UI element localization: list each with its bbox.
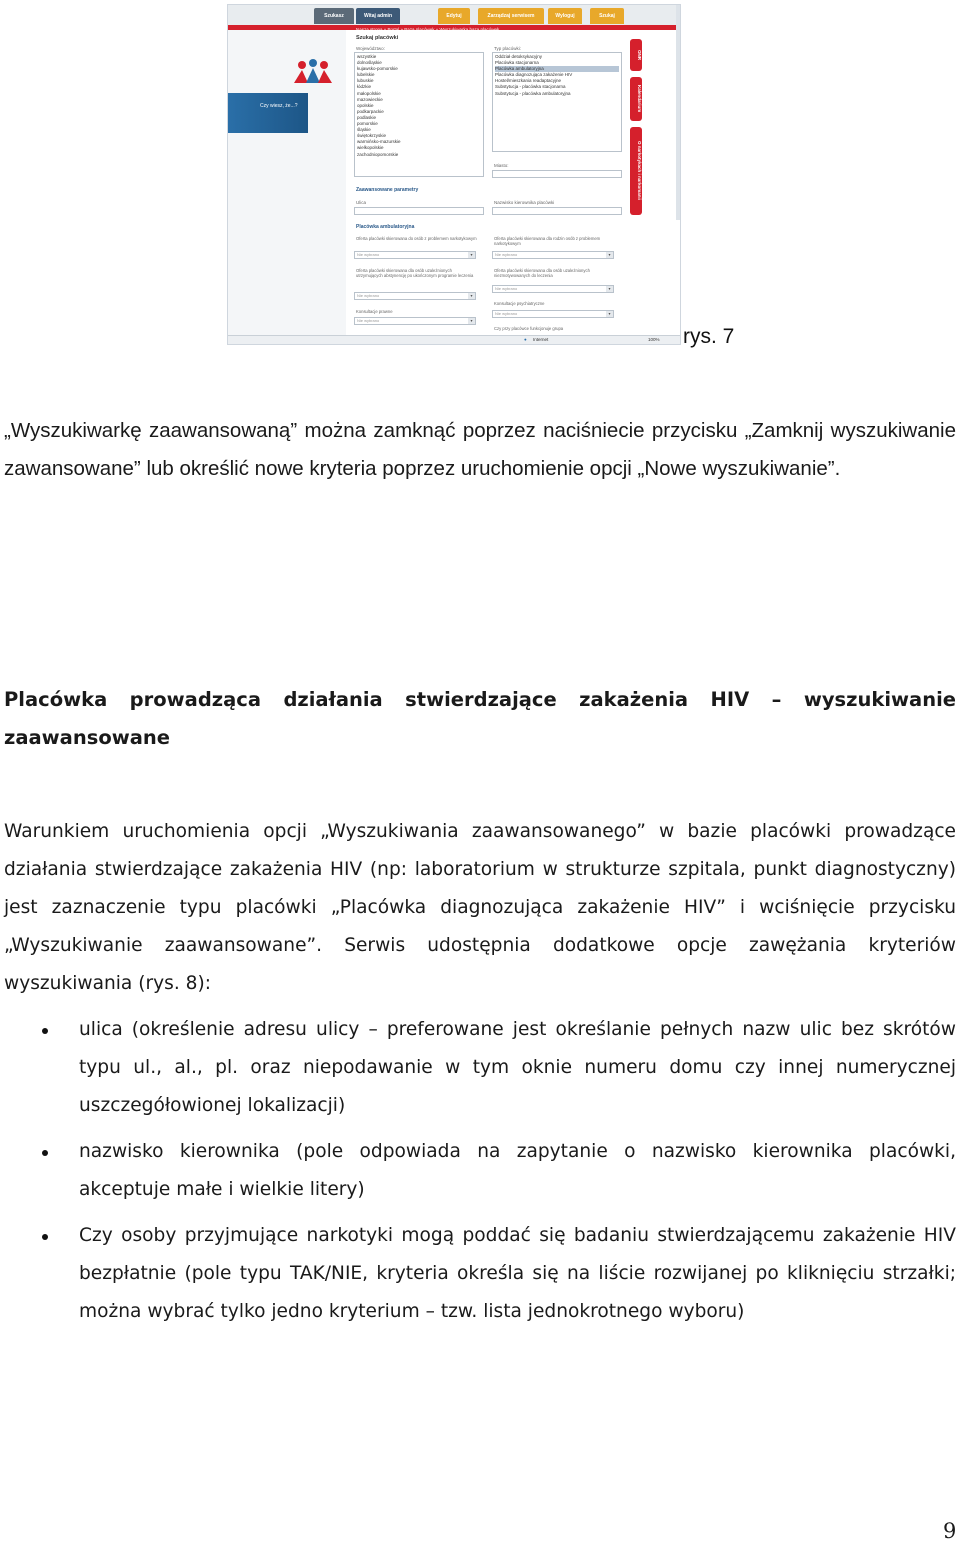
ambulatory-title: Placówka ambulatoryjna — [356, 224, 415, 230]
chevron-down-icon: ▾ — [606, 311, 613, 317]
globe-icon: ● — [524, 337, 527, 342]
manage-button[interactable]: Zarządzaj serwisem — [478, 8, 544, 24]
list-option[interactable]: wszystkie — [357, 54, 377, 59]
bullet-icon — [42, 1150, 48, 1156]
list-item — [0, 1011, 956, 1125]
list-option[interactable]: Hostel/mieszkania readaptacyjne — [495, 78, 562, 84]
field-label: Oferta placówki skierowana dla osób uzależnionych niezmotywowanych do leczenia — [494, 268, 590, 278]
field-select[interactable]: Nie wybrano ▾ — [354, 317, 476, 325]
list-option[interactable]: wielkopolskie — [357, 145, 384, 151]
city-label: Miasto: — [494, 163, 509, 168]
list-option[interactable]: lubuskie — [357, 78, 374, 84]
field-label: Oferta placówki skierowana dla rodzin osób z problemem narkotykowym — [494, 236, 601, 246]
page-number: 9 — [943, 1519, 957, 1543]
list-item-text: ulica (określenie adresu ulicy – preferowane jest określanie pełnych nazw ulic bez skrótów typu ul., al., pl. oraz niepodawanie w tym oknie numeru domu czy innej numerycznej uszczegółowionej lokalizacji) — [79, 1019, 956, 1116]
list-option[interactable]: lubelskie — [357, 72, 375, 78]
paragraph: Warunkiem uruchomienia opcji „Wyszukiwania zaawansowanego” w bazie placówki prowadzące działania stwierdzające zakażenia HIV (np: laboratorium w strukturze szpitala, punkt diagnostyczny) jest zaznaczenie typu placówki „Placówka diagnozująca zakażenie HIV” i wciśnięcie przycisku „Wyszukiwanie zaawansowane”. Serwis udostępnia dodatkowe opcje zawężania kryteriów wyszukiwania (rys. 8): — [4, 821, 956, 994]
figure-screenshot — [227, 4, 681, 345]
criteria-list — [0, 1011, 960, 1339]
paragraph: „Wyszukiwarkę zaawansowaną” można zamknąć poprzez naciśniecie przycisku „Zamknij wyszukiwanie zawansowane” lub określić nowe kryteria poprzez uruchomienie opcji „Nowe wyszukiwanie”. — [4, 419, 956, 480]
field-select[interactable]: Nie wybrano ▾ — [354, 251, 476, 259]
tab-onr[interactable]: ONR — [630, 39, 642, 71]
edit-button[interactable]: Edytuj — [438, 8, 470, 24]
list-option[interactable]: zachodniopomorskie — [357, 151, 399, 157]
list-option[interactable]: Substytucja - placówka ambulatoryjna — [495, 90, 571, 96]
list-option[interactable]: Placówka stacjonarna — [495, 60, 539, 66]
voivodeship-listbox[interactable] — [354, 52, 484, 177]
top-menu-bar — [228, 5, 680, 25]
list-option[interactable]: małopolskie — [357, 90, 381, 96]
info-box[interactable]: Czy wiesz, że...? — [228, 93, 308, 133]
list-option[interactable]: Substytucja - placówka stacjonarna — [495, 84, 566, 90]
list-item — [0, 1217, 956, 1331]
chevron-down-icon: ▾ — [606, 252, 613, 258]
tab-drugs[interactable]: O narkotykach i narkomanii — [630, 127, 642, 215]
bullet-icon — [42, 1234, 48, 1240]
manager-input[interactable] — [492, 207, 622, 215]
city-input[interactable] — [492, 170, 622, 178]
list-option[interactable]: Placówka ambulatoryjna — [495, 66, 619, 72]
list-option[interactable]: śląskie — [357, 127, 371, 133]
street-label: Ulica — [356, 200, 367, 205]
list-option[interactable]: opolskie — [357, 102, 374, 108]
status-text: Internet — [533, 337, 549, 342]
field-select[interactable]: Nie wybrano ▾ — [492, 251, 614, 259]
section-heading: Placówka prowadząca działania stwierdzające zakażenia HIV – wyszukiwanie zaawansowane — [4, 688, 956, 749]
zoom-level[interactable]: 100% — [648, 337, 660, 342]
page-title: Szukaj placówki — [356, 35, 399, 41]
chevron-down-icon: ▾ — [606, 286, 613, 292]
figure-caption: rys. 7 — [683, 325, 735, 348]
browser-status-bar — [228, 335, 680, 344]
chevron-down-icon: ▾ — [468, 252, 475, 258]
search-button[interactable]: Szukaj — [590, 8, 624, 24]
field-label: Czy przy placówce funkcjonuje grupa — [494, 326, 564, 331]
user-button[interactable]: Witaj admin — [356, 8, 400, 24]
type-listbox[interactable] — [492, 52, 622, 152]
list-option[interactable]: dolnośląskie — [357, 60, 382, 66]
field-label: Oferta placówki skierowana dla osób uzależnionych utrzymujących abstynencję po ukończonym programie leczenia — [356, 268, 474, 278]
chevron-down-icon: ▾ — [468, 293, 475, 299]
advanced-params-title: Zaawansowane parametry — [356, 187, 419, 193]
list-option[interactable]: kujawsko-pomorskie — [357, 66, 398, 72]
side-tabs — [628, 29, 676, 339]
list-option[interactable]: łódzkie — [357, 84, 372, 90]
list-item — [0, 1133, 956, 1209]
field-select[interactable]: Nie wybrano ▾ — [492, 310, 614, 318]
list-option[interactable]: warmińsko-mazurskie — [357, 139, 401, 145]
list-option[interactable]: mazowieckie — [357, 96, 383, 102]
logout-button[interactable]: Wyloguj — [548, 8, 582, 24]
scrollbar[interactable] — [676, 5, 681, 220]
tab-calendar[interactable]: Kalendarium — [630, 77, 642, 121]
list-option[interactable]: Oddział detoksykacyjny — [495, 54, 543, 59]
bullet-icon — [42, 1028, 48, 1034]
field-select[interactable]: Nie wybrano ▾ — [492, 285, 614, 293]
manager-label: Nazwisko kierownika placówki — [494, 200, 555, 205]
list-option[interactable]: pomorskie — [357, 121, 378, 127]
breadcrumb: Nasza strona » Portal » Baza placówek » Wyszukiwarka baza placówek — [356, 27, 500, 32]
list-item-text: nazwisko kierownika (pole odpowiada na zapytanie o nazwisko kierownika placówki, akceptuje małe i wielkie litery) — [79, 1141, 956, 1200]
help-button[interactable]: Szukasz — [314, 8, 354, 24]
list-option[interactable]: świętokrzyskie — [357, 133, 387, 139]
field-label: Konsultacje prawne — [356, 309, 393, 314]
street-input[interactable] — [354, 207, 484, 215]
voivodeship-label: Województwo: — [356, 46, 385, 51]
list-option[interactable]: podlaskie — [357, 114, 377, 120]
type-label: Typ placówki: — [494, 46, 522, 51]
field-label: Oferta placówki skierowana do osób z problemem narkotykowym — [356, 236, 477, 241]
list-item-text: Czy osoby przyjmujące narkotyki mogą poddać się badaniu stwierdzającemu zakażenie HIV bezpłatnie (pole typu TAK/NIE, kryteria określa się na liście rozwijanej po kliknięciu strzałki; można wybrać tylko jedno kryterium – tzw. lista jednokrotnego wyboru) — [79, 1225, 956, 1322]
chevron-down-icon: ▾ — [468, 318, 475, 324]
list-option[interactable]: podkarpackie — [357, 108, 384, 114]
site-logo-icon — [288, 57, 338, 89]
list-option[interactable]: Placówka diagnozująca zakażenie HIV — [495, 72, 573, 78]
field-label: Konsultacje psychiatryczne — [494, 301, 545, 306]
field-select[interactable]: Nie wybrano ▾ — [354, 292, 476, 300]
